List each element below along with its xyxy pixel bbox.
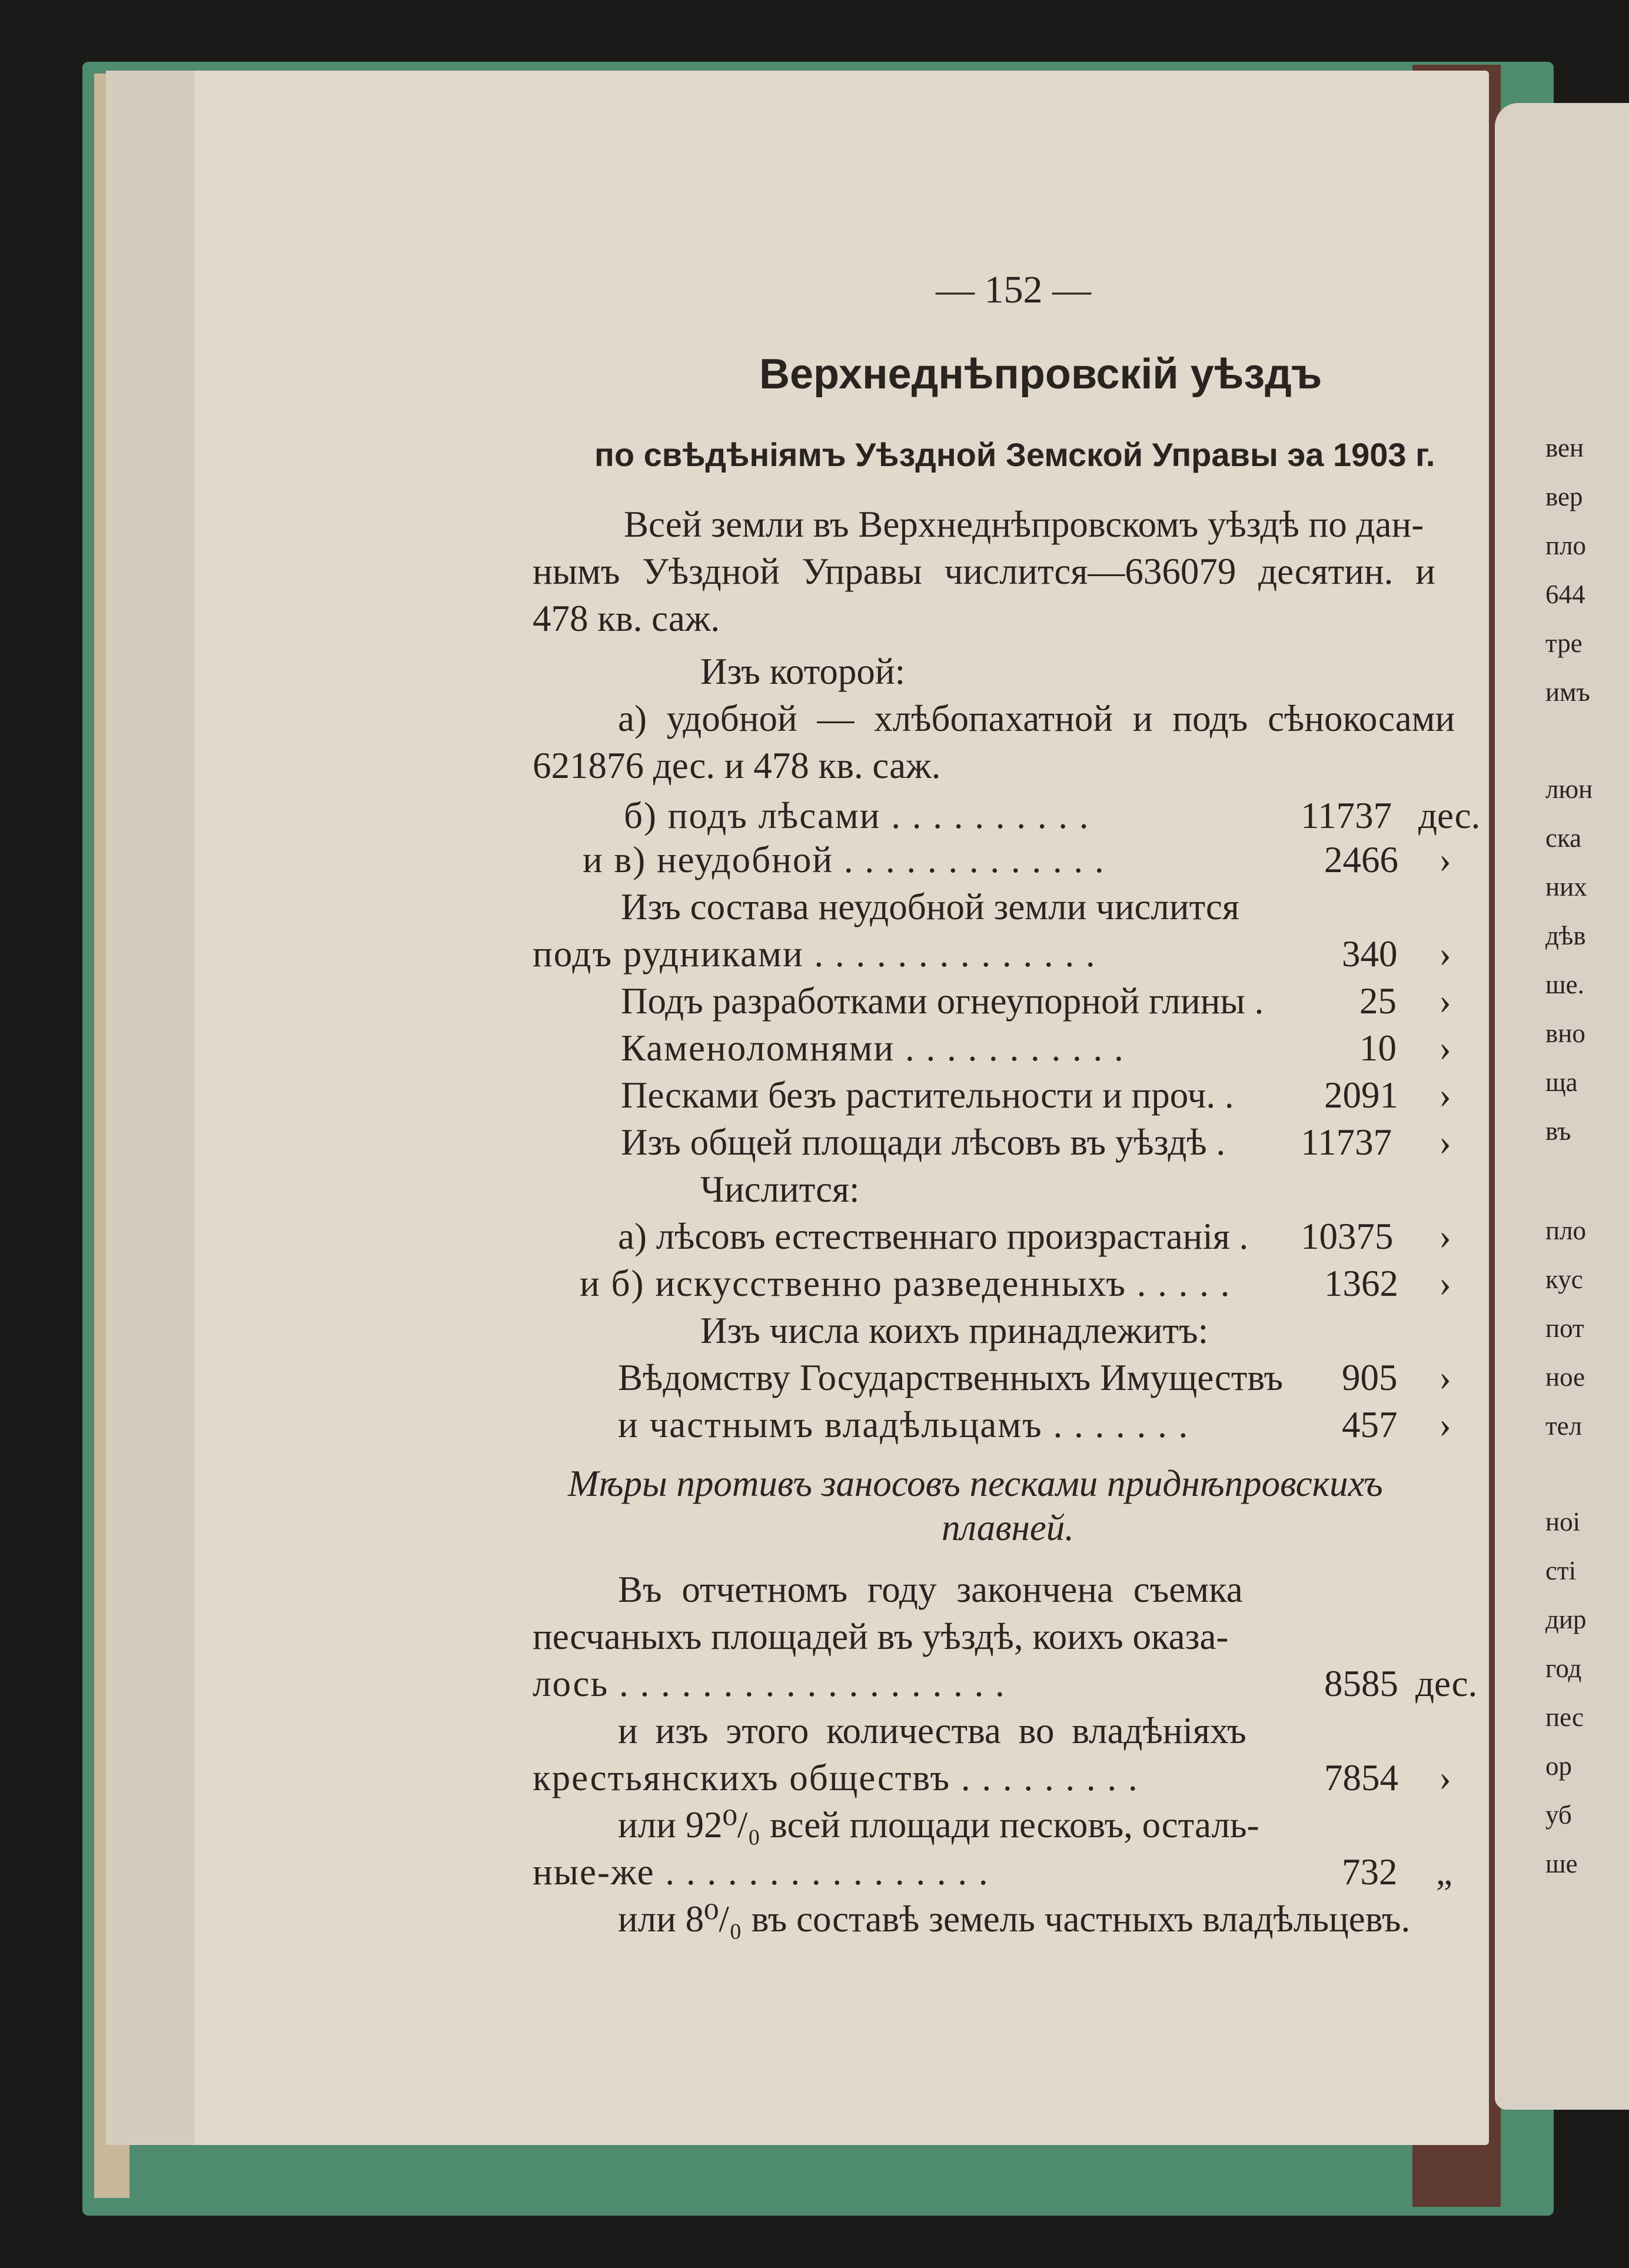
row-label: б) подъ лѣсами . . . . . . . . . . (624, 795, 1090, 836)
paragraph-line: Въ отчетномъ году закончена съемка (618, 1569, 1243, 1610)
next-page-fragment: люн (1545, 774, 1593, 804)
counted-heading: Числится: (700, 1169, 860, 1210)
row-value: 905 (1342, 1357, 1398, 1398)
row-unit: „ (1436, 1851, 1452, 1893)
paragraph-line: песчаныхъ площадей въ уѣздѣ, коихъ оказа- (533, 1616, 1229, 1657)
paragraph-line: ные-же . . . . . . . . . . . . . . . . (533, 1851, 989, 1893)
intro-line: Всей земли въ Верхнеднѣпровскомъ уѣздѣ по дан- (624, 504, 1424, 545)
row-label: Изъ общей площади лѣсовъ въ уѣздѣ . (621, 1122, 1226, 1163)
belongs-heading: Изъ числа коихъ принадлежитъ: (700, 1310, 1209, 1351)
next-page-fragment: пло (1545, 1216, 1587, 1245)
row-unit: › (1439, 1075, 1451, 1116)
section-heading: Мѣры противъ заносовъ песками приднѣпровскихъ (568, 1463, 1383, 1504)
next-page-fragment: дѣв (1545, 921, 1586, 950)
row-label: и частнымъ владѣльцамъ . . . . . . . (618, 1404, 1189, 1445)
row-label: Каменоломнями . . . . . . . . . . . (621, 1027, 1125, 1069)
next-page-fragment: год (1545, 1654, 1582, 1683)
row-value: 1362 (1324, 1263, 1398, 1304)
next-page-fragment: тел (1545, 1411, 1583, 1441)
next-page-fragment: ное (1545, 1362, 1585, 1392)
section-subtitle: по свѣдѣніямъ Уѣздной Земской Управы эа 1903 г. (594, 436, 1435, 473)
row-label: Песками безъ растительности и проч. . (621, 1075, 1234, 1116)
paragraph-line: или 8⁰/₀ въ составѣ земель частныхъ владѣльцевъ. (618, 1898, 1411, 1940)
item-a-line: 621876 дес. и 478 кв. саж. (533, 745, 941, 786)
row-value: 11737 (1301, 1122, 1392, 1163)
row-label: а) лѣсовъ естественнаго произрастанія . (618, 1216, 1249, 1257)
next-page-fragment: ска (1545, 823, 1582, 853)
next-page-fragment: уб (1545, 1800, 1572, 1830)
row-unit: дес. (1415, 1663, 1478, 1704)
row-label: и б) искусственно разведенныхъ . . . . . (580, 1263, 1231, 1304)
row-unit: › (1439, 1404, 1451, 1445)
next-page-fragment: ща (1545, 1068, 1578, 1097)
next-page-fragment: 644 (1545, 580, 1585, 609)
row-value: 2466 (1324, 839, 1398, 880)
next-page-fragment: вер (1545, 482, 1583, 511)
next-page-fragment: пло (1545, 531, 1587, 560)
row-unit: › (1439, 1357, 1451, 1398)
intro-line: нымъ Уѣздной Управы числится—636079 десятин. и (533, 551, 1435, 592)
row-unit: › (1439, 1263, 1451, 1304)
item-a-line: а) удобной — хлѣбопахатной и подъ сѣнокосами (618, 698, 1455, 739)
row-value: 732 (1342, 1851, 1398, 1893)
row-label: подъ рудниками . . . . . . . . . . . . . . (533, 933, 1096, 975)
next-page-edge (1495, 103, 1629, 2110)
next-page-fragment: имъ (1545, 677, 1590, 707)
next-page-fragment: въ (1545, 1116, 1571, 1146)
next-page-fragment: них (1545, 872, 1587, 902)
row-unit: › (1439, 933, 1451, 975)
next-page-fragment: кус (1545, 1265, 1583, 1294)
row-value: 25 (1359, 980, 1397, 1022)
row-value: 457 (1342, 1404, 1398, 1445)
composition-heading: Изъ состава неудобной земли числится (621, 886, 1239, 927)
row-unit: дес. (1418, 795, 1481, 836)
next-page-fragment: ше (1545, 1849, 1578, 1878)
next-page-fragment: дир (1545, 1605, 1587, 1634)
paragraph-line: крестьянскихъ обществъ . . . . . . . . . (533, 1757, 1139, 1798)
row-label: Подъ разработками огнеупорной глины . (621, 980, 1264, 1022)
row-unit: › (1439, 1757, 1451, 1798)
of-which-heading: Изъ которой: (700, 651, 906, 692)
row-label: Вѣдомству Государственныхъ Имуществъ (618, 1357, 1284, 1398)
page-number: — 152 — (936, 268, 1091, 311)
section-title: Верхнеднѣпровскій уѣздъ (759, 351, 1322, 398)
paragraph-line: или 92⁰/₀ всей площади песковъ, осталь- (618, 1804, 1259, 1845)
row-value: 340 (1342, 933, 1398, 975)
next-page-fragment: сті (1545, 1556, 1577, 1585)
section-heading: плавней. (942, 1507, 1075, 1548)
next-page-fragment: ше. (1545, 970, 1584, 999)
paragraph-line: лось . . . . . . . . . . . . . . . . . . . (533, 1663, 1006, 1704)
intro-line: 478 кв. саж. (533, 598, 720, 639)
row-unit: › (1439, 980, 1451, 1022)
next-page-fragment: вен (1545, 433, 1584, 463)
row-value: 10 (1359, 1027, 1397, 1069)
row-value: 7854 (1324, 1757, 1398, 1798)
row-unit: › (1439, 1122, 1451, 1163)
row-label: и в) неудобной . . . . . . . . . . . . . (583, 839, 1105, 880)
row-value: 2091 (1324, 1075, 1398, 1116)
row-value: 8585 (1324, 1663, 1398, 1704)
next-page-fragment: вно (1545, 1019, 1585, 1048)
row-value: 10375 (1301, 1216, 1394, 1257)
paragraph-line: и изъ этого количества во владѣніяхъ (618, 1710, 1246, 1751)
next-page-fragment: пес (1545, 1702, 1584, 1732)
next-page-fragment: пот (1545, 1313, 1584, 1343)
row-value: 11737 (1301, 795, 1392, 836)
next-page-fragment: ноі (1545, 1507, 1581, 1537)
row-unit: › (1439, 1216, 1451, 1257)
row-unit: › (1439, 839, 1451, 880)
next-page-fragment: ор (1545, 1751, 1572, 1781)
page-gutter-shade (106, 71, 194, 2145)
row-unit: › (1439, 1027, 1451, 1069)
next-page-fragment: тре (1545, 628, 1583, 658)
